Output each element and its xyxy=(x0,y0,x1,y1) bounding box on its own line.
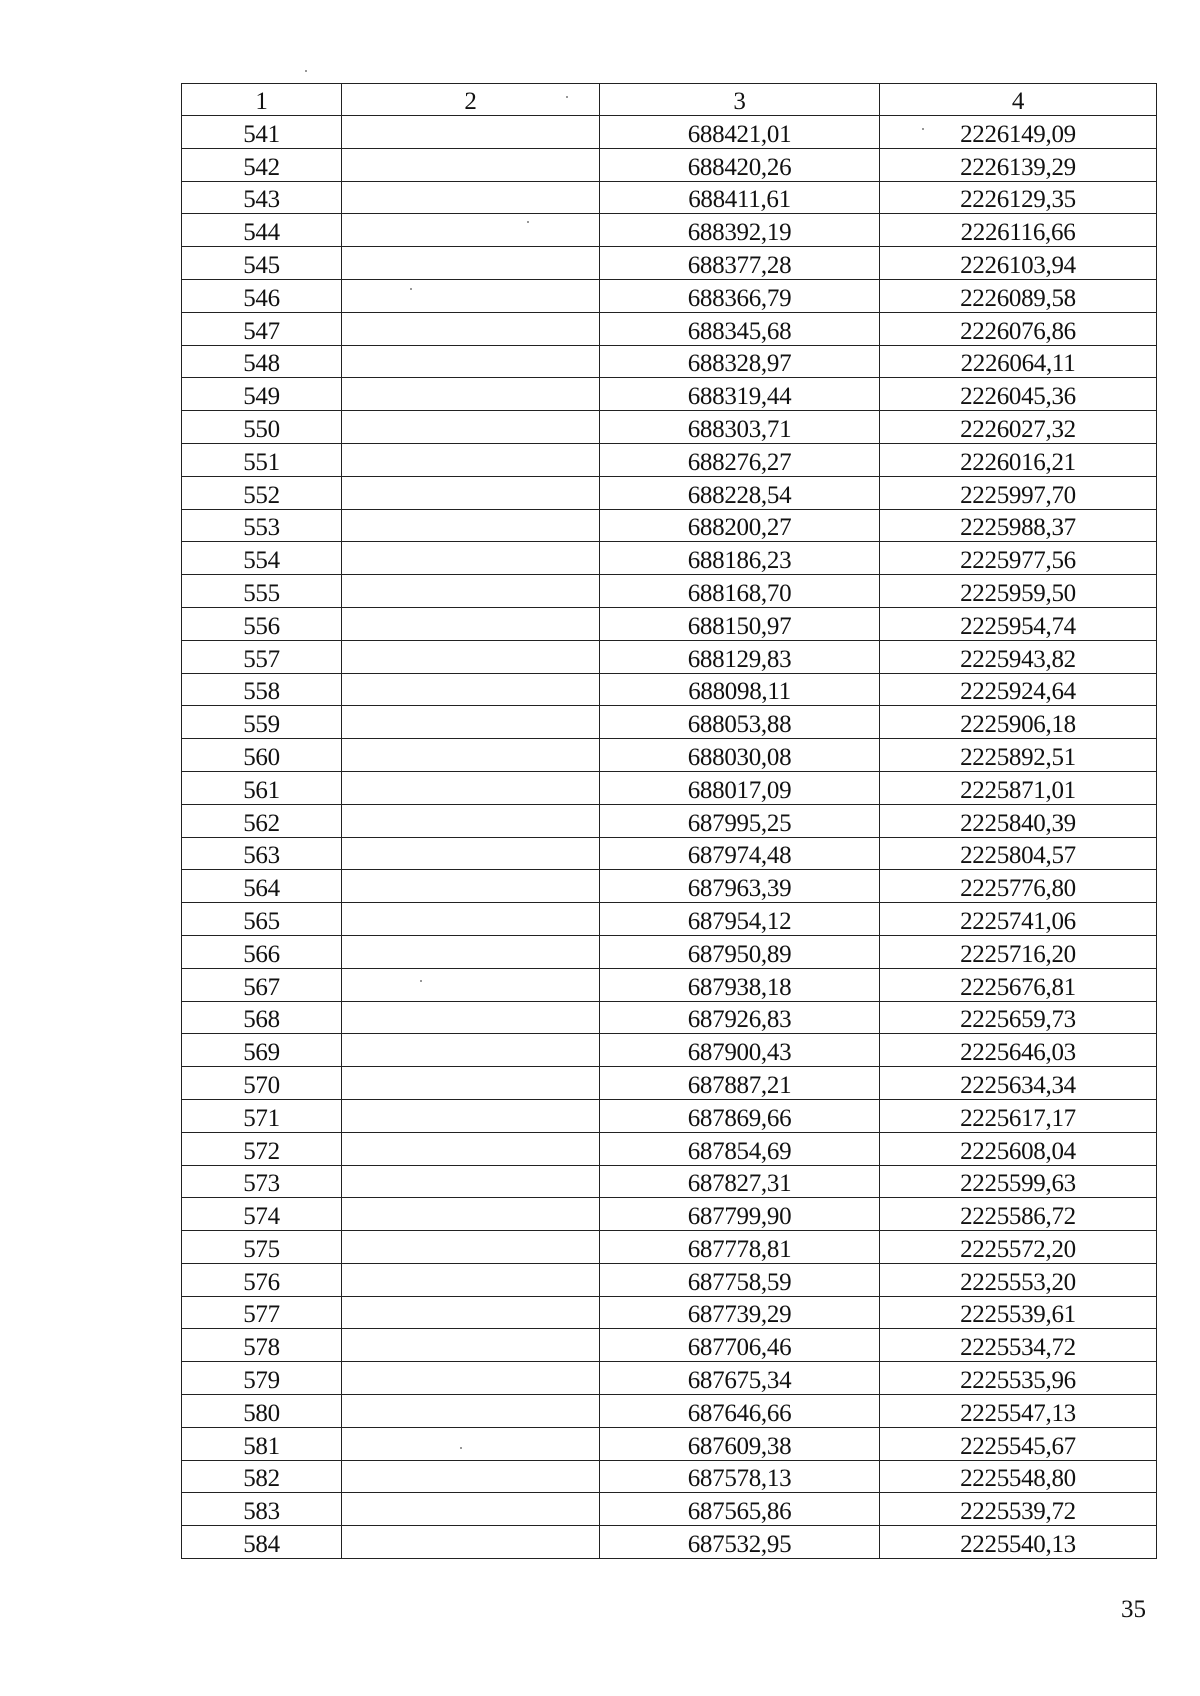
column-2-cell xyxy=(342,804,600,837)
y-coordinate-cell: 2226089,58 xyxy=(880,279,1157,312)
column-header-4: 4 xyxy=(880,84,1157,116)
x-coordinate-cell: 688228,54 xyxy=(600,476,880,509)
table-row xyxy=(182,116,1157,149)
y-coordinate-cell: 2225553,20 xyxy=(880,1263,1157,1296)
point-number-cell: 554 xyxy=(182,542,342,575)
table-row xyxy=(182,542,1157,575)
x-coordinate-cell: 687954,12 xyxy=(600,903,880,936)
column-2-cell xyxy=(342,1460,600,1493)
column-2-cell xyxy=(342,607,600,640)
table-row xyxy=(182,345,1157,378)
table-row xyxy=(182,739,1157,772)
column-2-cell xyxy=(342,1067,600,1100)
table-row xyxy=(182,476,1157,509)
column-2-cell xyxy=(342,312,600,345)
table-row xyxy=(182,1493,1157,1526)
x-coordinate-cell: 688168,70 xyxy=(600,575,880,608)
x-coordinate-cell: 688186,23 xyxy=(600,542,880,575)
table-row xyxy=(182,1526,1157,1559)
column-2-cell xyxy=(342,1132,600,1165)
column-2-cell xyxy=(342,739,600,772)
x-coordinate-cell: 688366,79 xyxy=(600,279,880,312)
column-2-cell xyxy=(342,1263,600,1296)
table-row xyxy=(182,443,1157,476)
table-row xyxy=(182,509,1157,542)
x-coordinate-cell: 688098,11 xyxy=(600,673,880,706)
point-number-cell: 560 xyxy=(182,739,342,772)
x-coordinate-cell: 687900,43 xyxy=(600,1034,880,1067)
y-coordinate-cell: 2225676,81 xyxy=(880,968,1157,1001)
y-coordinate-cell: 2225804,57 xyxy=(880,837,1157,870)
y-coordinate-cell: 2226149,09 xyxy=(880,116,1157,149)
table-row xyxy=(182,673,1157,706)
point-number-cell: 568 xyxy=(182,1001,342,1034)
scan-speck xyxy=(305,70,307,72)
y-coordinate-cell: 2225659,73 xyxy=(880,1001,1157,1034)
point-number-cell: 550 xyxy=(182,411,342,444)
x-coordinate-cell: 687799,90 xyxy=(600,1198,880,1231)
table-row xyxy=(182,1034,1157,1067)
x-coordinate-cell: 688377,28 xyxy=(600,247,880,280)
y-coordinate-cell: 2225617,17 xyxy=(880,1099,1157,1132)
column-2-cell xyxy=(342,181,600,214)
table-row xyxy=(182,1001,1157,1034)
y-coordinate-cell: 2226103,94 xyxy=(880,247,1157,280)
point-number-cell: 578 xyxy=(182,1329,342,1362)
x-coordinate-cell: 687963,39 xyxy=(600,870,880,903)
column-2-cell xyxy=(342,509,600,542)
column-2-cell xyxy=(342,1493,600,1526)
y-coordinate-cell: 2226045,36 xyxy=(880,378,1157,411)
x-coordinate-cell: 687869,66 xyxy=(600,1099,880,1132)
column-2-cell xyxy=(342,673,600,706)
table-row xyxy=(182,575,1157,608)
y-coordinate-cell: 2225840,39 xyxy=(880,804,1157,837)
table-row xyxy=(182,1427,1157,1460)
point-number-cell: 563 xyxy=(182,837,342,870)
point-number-cell: 543 xyxy=(182,181,342,214)
point-number-cell: 569 xyxy=(182,1034,342,1067)
table-row xyxy=(182,837,1157,870)
point-number-cell: 575 xyxy=(182,1231,342,1264)
y-coordinate-cell: 2225534,72 xyxy=(880,1329,1157,1362)
column-2-cell xyxy=(342,640,600,673)
point-number-cell: 576 xyxy=(182,1263,342,1296)
column-2-cell xyxy=(342,476,600,509)
table-row xyxy=(182,1231,1157,1264)
y-coordinate-cell: 2225545,67 xyxy=(880,1427,1157,1460)
point-number-cell: 577 xyxy=(182,1296,342,1329)
table-row xyxy=(182,1296,1157,1329)
point-number-cell: 542 xyxy=(182,148,342,181)
column-2-cell xyxy=(342,1329,600,1362)
y-coordinate-cell: 2225924,64 xyxy=(880,673,1157,706)
x-coordinate-cell: 687950,89 xyxy=(600,935,880,968)
y-coordinate-cell: 2226076,86 xyxy=(880,312,1157,345)
point-number-cell: 555 xyxy=(182,575,342,608)
x-coordinate-cell: 688150,97 xyxy=(600,607,880,640)
point-number-cell: 551 xyxy=(182,443,342,476)
table-row xyxy=(182,1165,1157,1198)
y-coordinate-cell: 2225716,20 xyxy=(880,935,1157,968)
table-row xyxy=(182,1198,1157,1231)
column-2-cell xyxy=(342,1001,600,1034)
point-number-cell: 571 xyxy=(182,1099,342,1132)
x-coordinate-cell: 688411,61 xyxy=(600,181,880,214)
x-coordinate-cell: 688328,97 xyxy=(600,345,880,378)
column-2-cell xyxy=(342,542,600,575)
column-2-cell xyxy=(342,214,600,247)
column-2-cell xyxy=(342,968,600,1001)
column-2-cell xyxy=(342,148,600,181)
y-coordinate-cell: 2225906,18 xyxy=(880,706,1157,739)
point-number-cell: 582 xyxy=(182,1460,342,1493)
x-coordinate-cell: 688017,09 xyxy=(600,771,880,804)
column-2-cell xyxy=(342,1099,600,1132)
point-number-cell: 547 xyxy=(182,312,342,345)
table-row xyxy=(182,214,1157,247)
x-coordinate-cell: 688303,71 xyxy=(600,411,880,444)
table-row xyxy=(182,378,1157,411)
point-number-cell: 545 xyxy=(182,247,342,280)
x-coordinate-cell: 687675,34 xyxy=(600,1362,880,1395)
x-coordinate-cell: 687995,25 xyxy=(600,804,880,837)
column-2-cell xyxy=(342,903,600,936)
column-2-cell xyxy=(342,1231,600,1264)
point-number-cell: 541 xyxy=(182,116,342,149)
x-coordinate-cell: 687926,83 xyxy=(600,1001,880,1034)
column-2-cell xyxy=(342,935,600,968)
y-coordinate-cell: 2225997,70 xyxy=(880,476,1157,509)
y-coordinate-cell: 2225892,51 xyxy=(880,739,1157,772)
y-coordinate-cell: 2225776,80 xyxy=(880,870,1157,903)
column-2-cell xyxy=(342,1296,600,1329)
coordinates-table xyxy=(181,83,1157,1559)
table-row xyxy=(182,607,1157,640)
point-number-cell: 562 xyxy=(182,804,342,837)
point-number-cell: 583 xyxy=(182,1493,342,1526)
y-coordinate-cell: 2226129,35 xyxy=(880,181,1157,214)
table-row xyxy=(182,903,1157,936)
column-2-cell xyxy=(342,1427,600,1460)
y-coordinate-cell: 2225539,61 xyxy=(880,1296,1157,1329)
point-number-cell: 564 xyxy=(182,870,342,903)
page-number: 35 xyxy=(1121,1596,1146,1623)
point-number-cell: 546 xyxy=(182,279,342,312)
column-2-cell xyxy=(342,1395,600,1428)
x-coordinate-cell: 687827,31 xyxy=(600,1165,880,1198)
x-coordinate-cell: 688053,88 xyxy=(600,706,880,739)
table-row xyxy=(182,1067,1157,1100)
point-number-cell: 552 xyxy=(182,476,342,509)
table-row xyxy=(182,1263,1157,1296)
x-coordinate-cell: 687578,13 xyxy=(600,1460,880,1493)
point-number-cell: 558 xyxy=(182,673,342,706)
table-row xyxy=(182,1460,1157,1493)
point-number-cell: 581 xyxy=(182,1427,342,1460)
y-coordinate-cell: 2226027,32 xyxy=(880,411,1157,444)
y-coordinate-cell: 2226016,21 xyxy=(880,443,1157,476)
column-2-cell xyxy=(342,1362,600,1395)
point-number-cell: 566 xyxy=(182,935,342,968)
x-coordinate-cell: 688200,27 xyxy=(600,509,880,542)
y-coordinate-cell: 2225959,50 xyxy=(880,575,1157,608)
column-2-cell xyxy=(342,345,600,378)
y-coordinate-cell: 2225535,96 xyxy=(880,1362,1157,1395)
column-2-cell xyxy=(342,1034,600,1067)
x-coordinate-cell: 687778,81 xyxy=(600,1231,880,1264)
column-2-cell xyxy=(342,1198,600,1231)
column-2-cell xyxy=(342,247,600,280)
table-row xyxy=(182,706,1157,739)
point-number-cell: 559 xyxy=(182,706,342,739)
y-coordinate-cell: 2225871,01 xyxy=(880,771,1157,804)
point-number-cell: 556 xyxy=(182,607,342,640)
table-row xyxy=(182,411,1157,444)
point-number-cell: 567 xyxy=(182,968,342,1001)
x-coordinate-cell: 687565,86 xyxy=(600,1493,880,1526)
column-2-cell xyxy=(342,411,600,444)
x-coordinate-cell: 688345,68 xyxy=(600,312,880,345)
x-coordinate-cell: 687609,38 xyxy=(600,1427,880,1460)
y-coordinate-cell: 2225954,74 xyxy=(880,607,1157,640)
table-row xyxy=(182,279,1157,312)
x-coordinate-cell: 687706,46 xyxy=(600,1329,880,1362)
y-coordinate-cell: 2225540,13 xyxy=(880,1526,1157,1559)
y-coordinate-cell: 2225646,03 xyxy=(880,1034,1157,1067)
point-number-cell: 572 xyxy=(182,1132,342,1165)
column-2-cell xyxy=(342,771,600,804)
point-number-cell: 584 xyxy=(182,1526,342,1559)
point-number-cell: 565 xyxy=(182,903,342,936)
x-coordinate-cell: 687887,21 xyxy=(600,1067,880,1100)
point-number-cell: 549 xyxy=(182,378,342,411)
x-coordinate-cell: 688129,83 xyxy=(600,640,880,673)
point-number-cell: 557 xyxy=(182,640,342,673)
column-header-2: 2 xyxy=(342,84,600,116)
y-coordinate-cell: 2225741,06 xyxy=(880,903,1157,936)
table-row xyxy=(182,771,1157,804)
table-row xyxy=(182,935,1157,968)
column-2-cell xyxy=(342,870,600,903)
table-body xyxy=(182,84,1157,1559)
point-number-cell: 570 xyxy=(182,1067,342,1100)
x-coordinate-cell: 688030,08 xyxy=(600,739,880,772)
x-coordinate-cell: 688420,26 xyxy=(600,148,880,181)
table-row xyxy=(182,181,1157,214)
y-coordinate-cell: 2225547,13 xyxy=(880,1395,1157,1428)
y-coordinate-cell: 2225977,56 xyxy=(880,542,1157,575)
table-row xyxy=(182,968,1157,1001)
table-row xyxy=(182,1362,1157,1395)
y-coordinate-cell: 2225599,63 xyxy=(880,1165,1157,1198)
y-coordinate-cell: 2225572,20 xyxy=(880,1231,1157,1264)
point-number-cell: 574 xyxy=(182,1198,342,1231)
y-coordinate-cell: 2226064,11 xyxy=(880,345,1157,378)
x-coordinate-cell: 688421,01 xyxy=(600,116,880,149)
column-2-cell xyxy=(342,443,600,476)
y-coordinate-cell: 2225634,34 xyxy=(880,1067,1157,1100)
y-coordinate-cell: 2225988,37 xyxy=(880,509,1157,542)
column-2-cell xyxy=(342,706,600,739)
x-coordinate-cell: 687739,29 xyxy=(600,1296,880,1329)
table-header-row xyxy=(182,84,1157,116)
x-coordinate-cell: 687532,95 xyxy=(600,1526,880,1559)
table-row xyxy=(182,1395,1157,1428)
y-coordinate-cell: 2225539,72 xyxy=(880,1493,1157,1526)
point-number-cell: 580 xyxy=(182,1395,342,1428)
table-row xyxy=(182,1099,1157,1132)
y-coordinate-cell: 2225943,82 xyxy=(880,640,1157,673)
table-row xyxy=(182,640,1157,673)
column-2-cell xyxy=(342,837,600,870)
point-number-cell: 573 xyxy=(182,1165,342,1198)
point-number-cell: 548 xyxy=(182,345,342,378)
x-coordinate-cell: 687938,18 xyxy=(600,968,880,1001)
x-coordinate-cell: 687758,59 xyxy=(600,1263,880,1296)
x-coordinate-cell: 688392,19 xyxy=(600,214,880,247)
column-header-1: 1 xyxy=(182,84,342,116)
point-number-cell: 561 xyxy=(182,771,342,804)
x-coordinate-cell: 687974,48 xyxy=(600,837,880,870)
point-number-cell: 544 xyxy=(182,214,342,247)
column-2-cell xyxy=(342,1526,600,1559)
x-coordinate-cell: 687646,66 xyxy=(600,1395,880,1428)
y-coordinate-cell: 2225548,80 xyxy=(880,1460,1157,1493)
table-row xyxy=(182,148,1157,181)
table-row xyxy=(182,870,1157,903)
table-row xyxy=(182,804,1157,837)
x-coordinate-cell: 687854,69 xyxy=(600,1132,880,1165)
x-coordinate-cell: 688319,44 xyxy=(600,378,880,411)
table-row xyxy=(182,1132,1157,1165)
point-number-cell: 553 xyxy=(182,509,342,542)
column-2-cell xyxy=(342,1165,600,1198)
point-number-cell: 579 xyxy=(182,1362,342,1395)
x-coordinate-cell: 688276,27 xyxy=(600,443,880,476)
column-2-cell xyxy=(342,378,600,411)
y-coordinate-cell: 2226116,66 xyxy=(880,214,1157,247)
y-coordinate-cell: 2226139,29 xyxy=(880,148,1157,181)
table-row xyxy=(182,312,1157,345)
column-2-cell xyxy=(342,575,600,608)
column-2-cell xyxy=(342,279,600,312)
table-row xyxy=(182,1329,1157,1362)
column-header-3: 3 xyxy=(600,84,880,116)
column-2-cell xyxy=(342,116,600,149)
table-row xyxy=(182,247,1157,280)
y-coordinate-cell: 2225608,04 xyxy=(880,1132,1157,1165)
y-coordinate-cell: 2225586,72 xyxy=(880,1198,1157,1231)
